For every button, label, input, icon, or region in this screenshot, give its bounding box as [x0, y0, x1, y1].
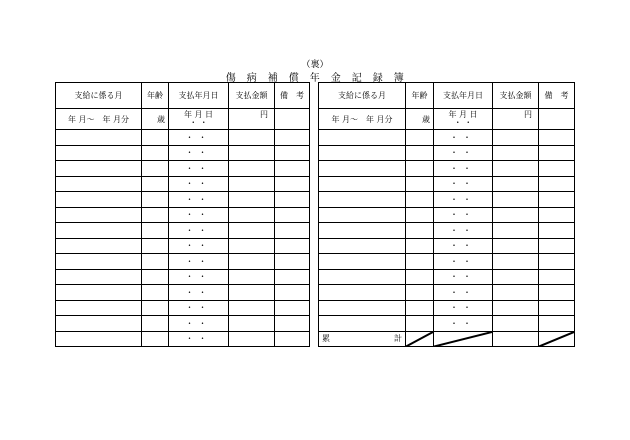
paydate-cell[interactable]: ・・	[434, 254, 493, 270]
total-label-a: 累	[322, 334, 330, 344]
age-cell[interactable]	[142, 238, 169, 254]
age-cell[interactable]	[406, 176, 434, 192]
ledger-row	[56, 300, 310, 316]
form-title: 傷 病 補 償 年 金 記 録 簿	[225, 73, 405, 84]
age-cell[interactable]	[142, 223, 169, 239]
amount-cell[interactable]	[493, 285, 539, 301]
remarks-cell[interactable]	[275, 223, 310, 239]
ledger-row	[319, 238, 575, 254]
amount-cell[interactable]	[229, 285, 275, 301]
age-cell[interactable]	[142, 331, 169, 347]
month-cell[interactable]	[319, 176, 406, 192]
ledger-table-left	[55, 82, 310, 347]
age-cell[interactable]	[406, 130, 434, 146]
ledger-row	[56, 331, 310, 347]
ledger-row	[319, 300, 575, 316]
month-cell[interactable]	[319, 130, 406, 146]
remarks-cell[interactable]	[539, 145, 575, 161]
ledger-row	[319, 192, 575, 208]
age-cell[interactable]	[142, 176, 169, 192]
paydate-cell[interactable]: ・・	[169, 300, 229, 316]
month-cell[interactable]	[56, 269, 142, 285]
month-cell[interactable]	[56, 238, 142, 254]
month-cell[interactable]	[319, 254, 406, 270]
amount-cell[interactable]	[493, 192, 539, 208]
month-cell[interactable]: 年 月～ 年 月分	[319, 109, 406, 130]
age-cell[interactable]: 歳	[406, 109, 434, 130]
age-cell[interactable]	[142, 316, 169, 332]
amount-cell[interactable]	[229, 238, 275, 254]
month-cell[interactable]	[56, 130, 142, 146]
paydate-cell[interactable]	[434, 109, 493, 130]
amount-cell[interactable]: 円	[493, 109, 539, 130]
remarks-cell[interactable]	[275, 109, 310, 130]
ledger-row	[319, 269, 575, 285]
remarks-cell[interactable]	[275, 269, 310, 285]
remarks-cell[interactable]	[275, 145, 310, 161]
paydate-cell[interactable]: ・・	[169, 192, 229, 208]
col-month-header: 支給に係る月	[319, 83, 406, 109]
paydate-cell[interactable]: ・・	[169, 145, 229, 161]
total-amount-cell[interactable]	[493, 331, 539, 347]
age-cell[interactable]	[406, 316, 434, 332]
age-cell[interactable]	[406, 223, 434, 239]
ledger-row	[319, 316, 575, 332]
amount-cell[interactable]	[229, 269, 275, 285]
col-paydate-header: 支払年月日	[434, 83, 493, 109]
ledger-row	[56, 316, 310, 332]
col-paydate-header: 支払年月日	[169, 83, 229, 109]
amount-cell[interactable]	[493, 223, 539, 239]
amount-cell[interactable]	[493, 316, 539, 332]
date-unit-label: 年 月 日	[448, 110, 478, 119]
ledger-row	[56, 207, 310, 223]
remarks-cell[interactable]	[539, 254, 575, 270]
age-cell[interactable]	[142, 254, 169, 270]
month-cell[interactable]	[56, 331, 142, 347]
month-cell[interactable]	[319, 223, 406, 239]
col-age-header: 年齢	[142, 83, 169, 109]
ledger-row	[56, 269, 310, 285]
paydate-cell[interactable]: ・・	[434, 161, 493, 177]
paydate-cell[interactable]: ・・	[169, 223, 229, 239]
month-cell[interactable]	[56, 176, 142, 192]
col-amount-header: 支払金額	[229, 83, 275, 109]
paydate-cell[interactable]: ・・	[169, 316, 229, 332]
ledger-row	[56, 254, 310, 270]
remarks-cell[interactable]	[539, 130, 575, 146]
paydate-cell[interactable]: ・・	[434, 316, 493, 332]
month-cell[interactable]	[319, 207, 406, 223]
paydate-cell[interactable]: ・・	[169, 269, 229, 285]
amount-cell[interactable]	[493, 300, 539, 316]
amount-cell[interactable]	[229, 331, 275, 347]
date-unit-label: 年 月 日	[183, 110, 214, 119]
paydate-cell[interactable]: ・・	[434, 207, 493, 223]
age-cell[interactable]	[406, 269, 434, 285]
month-cell[interactable]	[56, 254, 142, 270]
ledger-row	[56, 109, 310, 130]
paydate-cell[interactable]: ・・	[434, 145, 493, 161]
month-cell[interactable]: 年 月～ 年 月分	[56, 109, 142, 130]
paydate-cell[interactable]: ・・	[169, 285, 229, 301]
col-age-header: 年齢	[406, 83, 434, 109]
total-date-slash	[434, 331, 493, 347]
amount-cell[interactable]	[493, 176, 539, 192]
total-label-b: 計	[394, 334, 402, 344]
remarks-cell[interactable]	[539, 316, 575, 332]
ledger-row	[56, 238, 310, 254]
ledger-row	[319, 176, 575, 192]
remarks-cell[interactable]	[275, 130, 310, 146]
month-cell[interactable]	[319, 161, 406, 177]
remarks-cell[interactable]	[275, 300, 310, 316]
amount-cell[interactable]	[229, 130, 275, 146]
col-remarks-header: 備 考	[275, 83, 310, 109]
age-cell[interactable]: 歳	[142, 109, 169, 130]
ledger-row	[319, 254, 575, 270]
amount-cell[interactable]	[493, 254, 539, 270]
ledger-row	[56, 145, 310, 161]
ledger-row	[56, 130, 310, 146]
remarks-cell[interactable]	[275, 238, 310, 254]
age-cell[interactable]	[142, 130, 169, 146]
remarks-cell[interactable]	[539, 207, 575, 223]
month-cell[interactable]	[56, 192, 142, 208]
total-row	[319, 331, 575, 347]
age-cell[interactable]	[142, 145, 169, 161]
ledger-row	[319, 285, 575, 301]
age-cell[interactable]	[406, 254, 434, 270]
total-label-cell	[319, 331, 406, 347]
amount-cell[interactable]	[229, 223, 275, 239]
amount-cell[interactable]: 円	[229, 109, 275, 130]
age-cell[interactable]	[406, 207, 434, 223]
age-cell[interactable]	[142, 300, 169, 316]
remarks-cell[interactable]	[275, 192, 310, 208]
remarks-cell[interactable]	[275, 207, 310, 223]
age-cell[interactable]	[142, 192, 169, 208]
paydate-cell[interactable]: ・・	[434, 223, 493, 239]
month-cell[interactable]	[56, 207, 142, 223]
remarks-cell[interactable]	[539, 238, 575, 254]
paydate-cell[interactable]: ・・	[169, 331, 229, 347]
paydate-cell[interactable]: ・・	[434, 285, 493, 301]
col-remarks-header: 備 考	[539, 83, 575, 109]
paydate-cell[interactable]: ・・	[169, 238, 229, 254]
date-dots: ・ ・	[189, 118, 208, 127]
remarks-cell[interactable]	[539, 161, 575, 177]
ura-label: （裏）	[301, 60, 329, 70]
col-month-header: 支給に係る月	[56, 83, 142, 109]
header-row	[56, 83, 310, 109]
month-cell[interactable]	[319, 285, 406, 301]
ledger-row	[56, 176, 310, 192]
month-cell[interactable]	[56, 145, 142, 161]
remarks-cell[interactable]	[539, 176, 575, 192]
age-cell[interactable]	[406, 145, 434, 161]
remarks-cell[interactable]	[275, 316, 310, 332]
paydate-cell[interactable]: ・・	[169, 254, 229, 270]
paydate-cell[interactable]: ・・	[169, 130, 229, 146]
remarks-cell[interactable]	[275, 254, 310, 270]
remarks-cell[interactable]	[539, 285, 575, 301]
total-age-slash	[406, 331, 434, 347]
remarks-cell[interactable]	[539, 269, 575, 285]
remarks-cell[interactable]	[539, 192, 575, 208]
paydate-cell[interactable]: ・・	[434, 130, 493, 146]
amount-cell[interactable]	[229, 207, 275, 223]
age-cell[interactable]	[406, 300, 434, 316]
month-cell[interactable]	[56, 161, 142, 177]
paydate-cell[interactable]: ・・	[169, 207, 229, 223]
amount-cell[interactable]	[229, 145, 275, 161]
paydate-cell[interactable]: ・・	[169, 161, 229, 177]
amount-cell[interactable]	[493, 269, 539, 285]
amount-cell[interactable]	[229, 192, 275, 208]
remarks-cell[interactable]	[275, 176, 310, 192]
remarks-cell[interactable]	[539, 109, 575, 130]
age-cell[interactable]	[406, 161, 434, 177]
ledger-row	[319, 161, 575, 177]
age-cell[interactable]	[142, 269, 169, 285]
date-dots: ・ ・	[453, 118, 473, 127]
amount-cell[interactable]	[493, 145, 539, 161]
paydate-cell[interactable]: ・・	[434, 238, 493, 254]
remarks-cell[interactable]	[275, 285, 310, 301]
amount-cell[interactable]	[229, 254, 275, 270]
month-cell[interactable]	[319, 300, 406, 316]
age-cell[interactable]	[406, 238, 434, 254]
ledger-row	[56, 192, 310, 208]
ledger-row	[56, 223, 310, 239]
remarks-cell[interactable]	[539, 223, 575, 239]
amount-cell[interactable]	[229, 161, 275, 177]
paydate-cell[interactable]: ・・	[169, 176, 229, 192]
paydate-cell[interactable]	[169, 109, 229, 130]
age-cell[interactable]	[142, 285, 169, 301]
month-cell[interactable]	[319, 316, 406, 332]
paydate-cell[interactable]: ・・	[434, 176, 493, 192]
paydate-cell[interactable]: ・・	[434, 192, 493, 208]
age-cell[interactable]	[406, 285, 434, 301]
age-cell[interactable]	[142, 207, 169, 223]
month-cell[interactable]	[319, 145, 406, 161]
ledger-row	[56, 161, 310, 177]
age-cell[interactable]	[406, 192, 434, 208]
ledger-row	[319, 130, 575, 146]
ledger-table-right	[318, 82, 575, 347]
ledger-row	[319, 109, 575, 130]
month-cell[interactable]	[319, 238, 406, 254]
amount-cell[interactable]	[229, 316, 275, 332]
header-row	[319, 83, 575, 109]
amount-cell[interactable]	[493, 207, 539, 223]
amount-cell[interactable]	[229, 176, 275, 192]
month-cell[interactable]	[56, 285, 142, 301]
ledger-row	[56, 285, 310, 301]
ledger-row	[319, 223, 575, 239]
remarks-cell[interactable]	[275, 331, 310, 347]
paydate-cell[interactable]: ・・	[434, 300, 493, 316]
month-cell[interactable]	[56, 223, 142, 239]
amount-cell[interactable]	[493, 161, 539, 177]
month-cell[interactable]	[56, 300, 142, 316]
month-cell[interactable]	[319, 192, 406, 208]
paydate-cell[interactable]: ・・	[434, 269, 493, 285]
remarks-cell[interactable]	[275, 161, 310, 177]
amount-cell[interactable]	[493, 238, 539, 254]
ledger-row	[319, 145, 575, 161]
total-remarks-slash	[539, 331, 575, 347]
month-cell[interactable]	[56, 316, 142, 332]
ledger-row	[319, 207, 575, 223]
month-cell[interactable]	[319, 269, 406, 285]
col-amount-header: 支払金額	[493, 83, 539, 109]
amount-cell[interactable]	[229, 300, 275, 316]
remarks-cell[interactable]	[539, 300, 575, 316]
amount-cell[interactable]	[493, 130, 539, 146]
age-cell[interactable]	[142, 161, 169, 177]
